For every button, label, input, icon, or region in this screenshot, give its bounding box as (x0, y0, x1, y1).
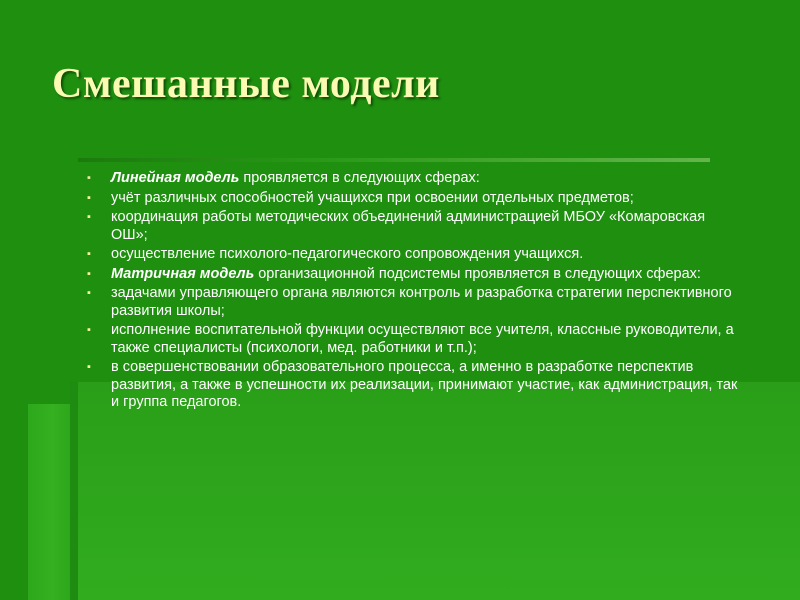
bullet-item (85, 170, 745, 188)
bullet-item (85, 285, 745, 320)
bullet-icon: ▪ (87, 324, 91, 336)
bullet-list (85, 170, 745, 414)
bullet-text: задачами управляющего органа являются контроль и разработка стратегии перспективного развития школы; (111, 285, 732, 319)
bullet-text: проявляется в следующих сферах: (239, 170, 480, 186)
bullet-icon: ▪ (87, 361, 91, 373)
bullet-item (85, 190, 745, 208)
bullet-item (85, 246, 745, 264)
bullet-emphasis: Линейная модель (111, 170, 240, 186)
bullet-icon: ▪ (87, 191, 91, 204)
bullet-text: в совершенствовании образовательного процесса, а именно в разработке перспектив развития, а также в успешности их реализации, принимают участие, как администрация, так и группа педагогов. (111, 359, 738, 410)
bullet-item (85, 266, 745, 284)
decorative-strip (70, 382, 78, 600)
bullet-item (85, 322, 745, 357)
bullet-text: учёт различных способностей учащихся при освоении отдельных предметов; (111, 189, 634, 206)
slide-title: Смешанные модели (52, 61, 440, 107)
bullet-text: координация работы методических объединений администрацией МБОУ «Комаровская ОШ»; (111, 209, 706, 243)
bullet-icon: ▪ (87, 248, 91, 260)
bullet-item (85, 209, 745, 244)
bullet-icon: ▪ (87, 267, 91, 280)
bullet-emphasis: Матричная модель (111, 265, 255, 282)
bullet-text: осуществление психолого-педагогического сопровождения учащихся. (111, 246, 584, 262)
bullet-icon: ▪ (87, 172, 91, 184)
title-divider (78, 158, 710, 162)
bullet-text: организационной подсистемы проявляется в следующих сферах: (254, 265, 701, 282)
bullet-text: исполнение воспитательной функции осуществляют все учителя, классные руководители, а также специалисты (психологи, мед. работники и т.п.); (111, 322, 734, 356)
bullet-icon: ▪ (87, 211, 91, 223)
decorative-block-main (78, 382, 800, 600)
bullet-item (85, 359, 745, 412)
bullet-icon: ▪ (87, 287, 91, 299)
